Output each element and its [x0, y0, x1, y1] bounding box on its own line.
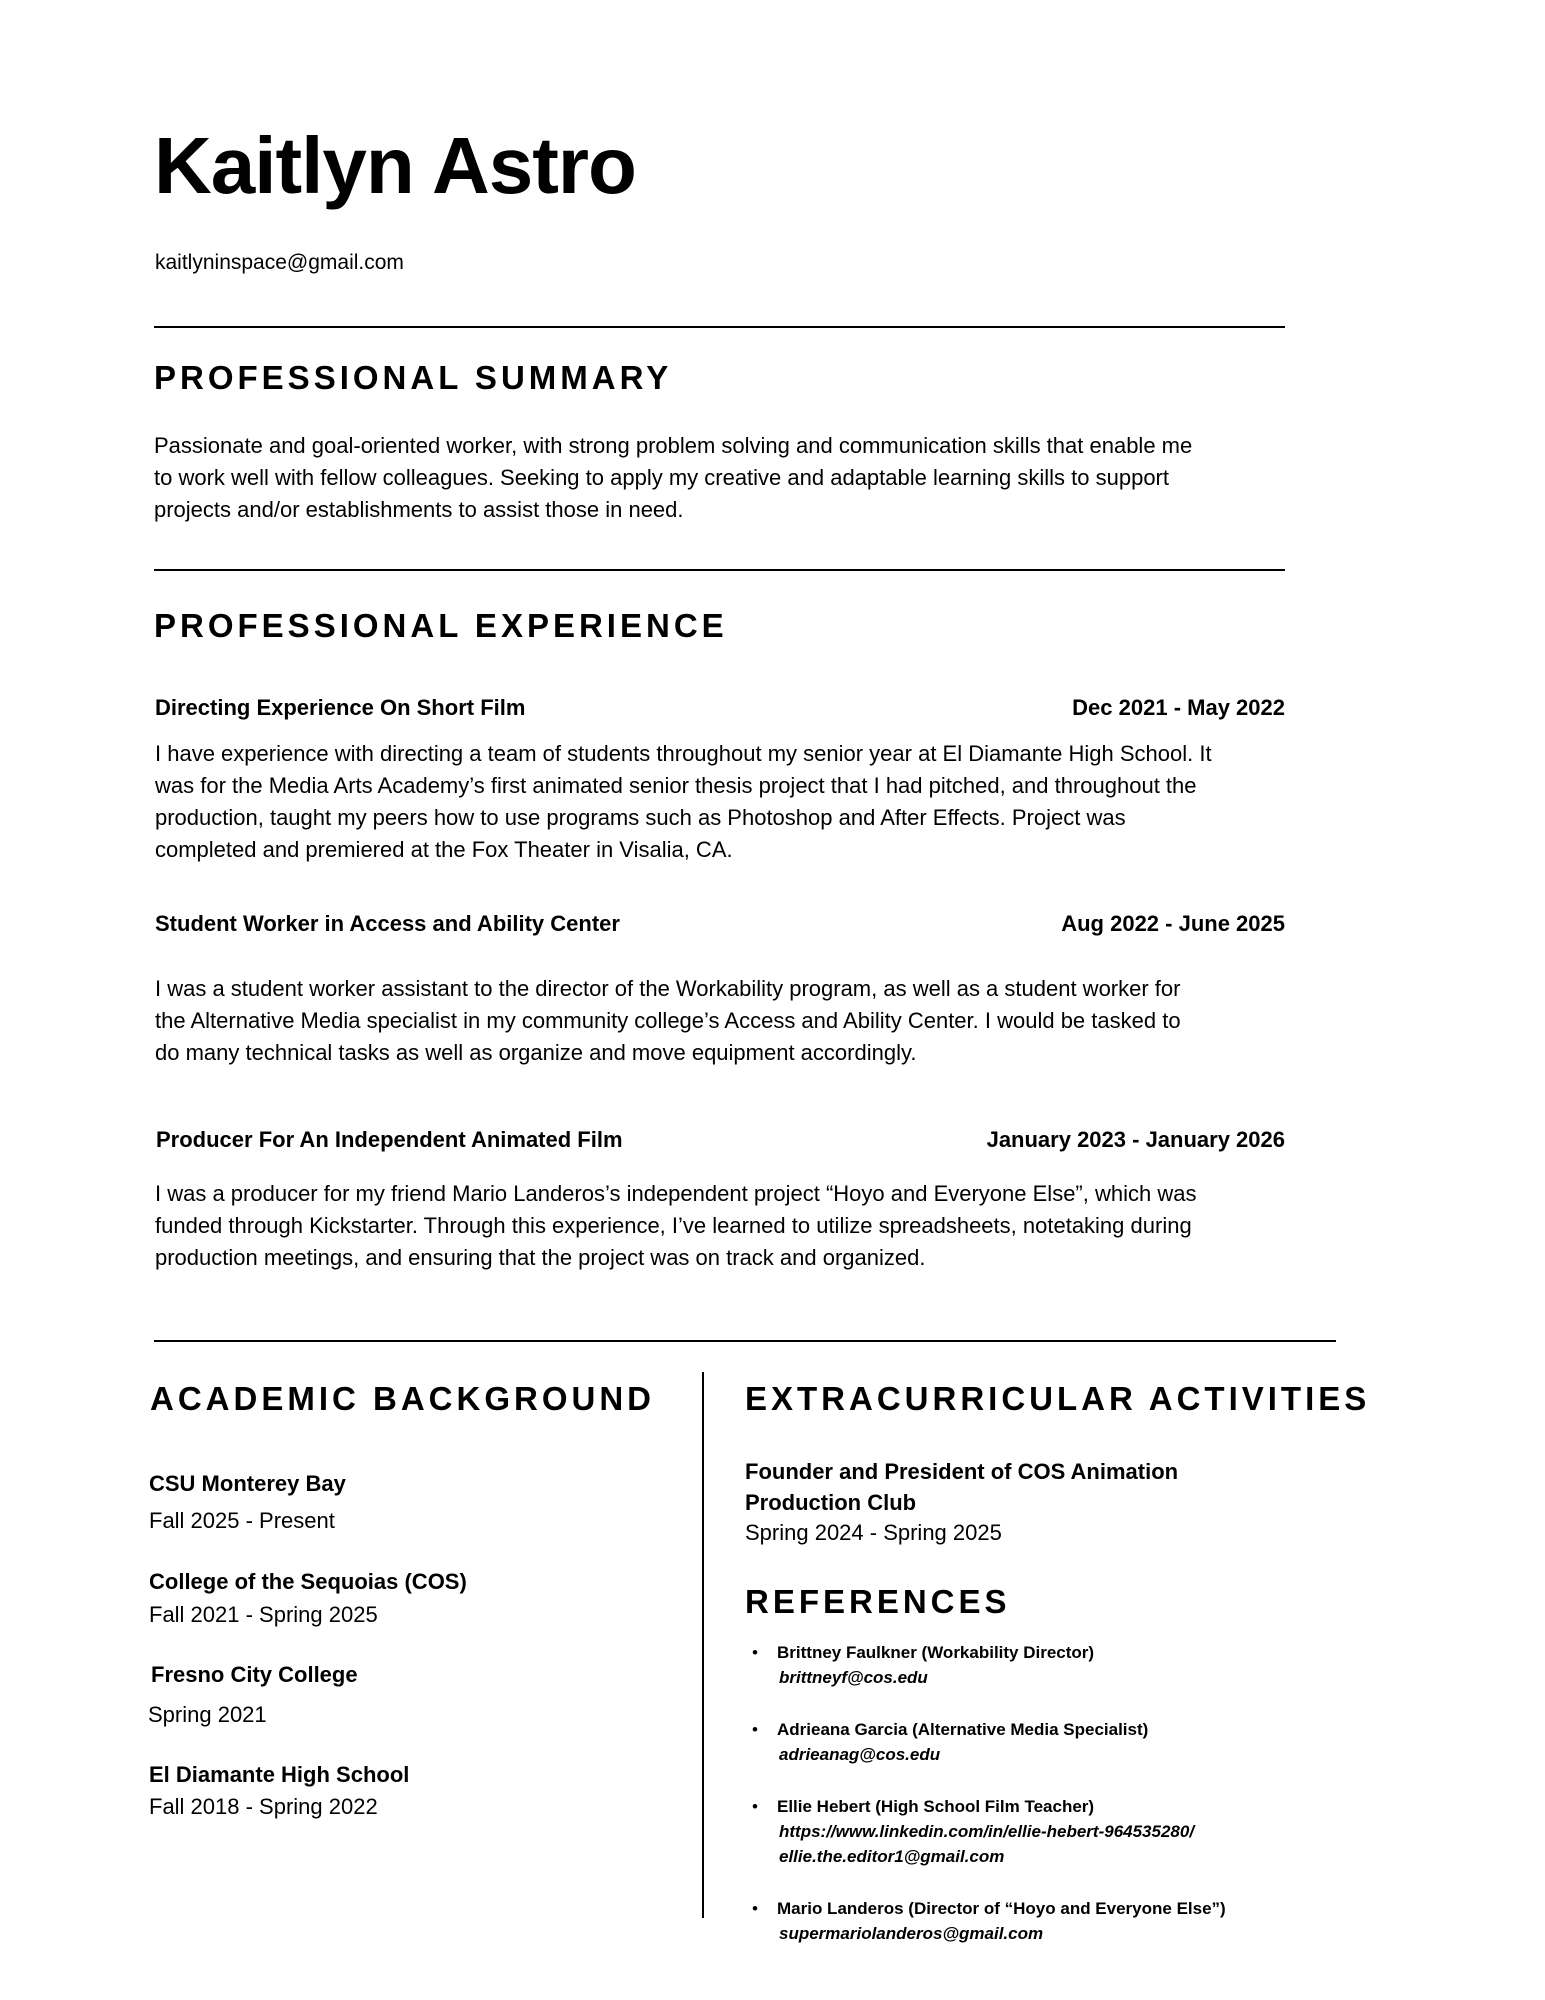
reference-name: Adrieana Garcia (Alternative Media Specialist) — [777, 1720, 1149, 1739]
bullet-icon: • — [752, 1797, 758, 1816]
candidate-name: Kaitlyn Astro — [154, 121, 636, 210]
summary-line: projects and/or establishments to assist those in need. — [154, 497, 684, 522]
job-line: funded through Kickstarter. Through this experience, I’ve learned to utilize spreadsheets, notetaking during — [155, 1213, 1192, 1238]
job-description — [155, 738, 1295, 866]
reference-name: Ellie Hebert (High School Film Teacher) — [777, 1797, 1095, 1816]
job-description — [155, 973, 1295, 1069]
activity-title: Production Club — [745, 1490, 917, 1515]
reference-name: Brittney Faulkner (Workability Director) — [777, 1643, 1095, 1662]
reference-contact: ellie.the.editor1@gmail.com — [779, 1847, 1005, 1866]
reference-contact: supermariolanderos@gmail.com — [779, 1924, 1044, 1943]
job-line: do many technical tasks as well as organize and move equipment accordingly. — [155, 1040, 917, 1065]
school-dates: Fall 2018 - Spring 2022 — [149, 1794, 378, 1819]
job-line: production meetings, and ensuring that the project was on track and organized. — [155, 1245, 926, 1270]
reference-contact: brittneyf@cos.edu — [779, 1668, 928, 1687]
reference-link: https://www.linkedin.com/in/ellie-hebert-964535280/ — [779, 1822, 1195, 1841]
bullet-icon: • — [752, 1899, 758, 1918]
summary-heading: PROFESSIONAL SUMMARY — [154, 359, 673, 396]
school-name: CSU Monterey Bay — [149, 1471, 346, 1496]
school-dates: Spring 2021 — [148, 1702, 267, 1727]
reference-name: Mario Landeros (Director of “Hoyo and Everyone Else”) — [777, 1899, 1226, 1918]
job-line: I have experience with directing a team of students throughout my senior year at El Diamante High School. It — [155, 741, 1212, 766]
school-name: College of the Sequoias (COS) — [149, 1569, 467, 1594]
school-dates: Fall 2021 - Spring 2025 — [149, 1602, 378, 1627]
job-dates: Aug 2022 - June 2025 — [1061, 911, 1285, 936]
experience-heading: PROFESSIONAL EXPERIENCE — [154, 607, 728, 644]
column-divider — [702, 1372, 704, 1918]
bullet-icon: • — [752, 1720, 758, 1739]
school-name: Fresno City College — [151, 1662, 358, 1687]
school-dates: Fall 2025 - Present — [149, 1508, 335, 1533]
references-heading: REFERENCES — [745, 1583, 1011, 1620]
job-title: Student Worker in Access and Ability Center — [155, 911, 620, 936]
summary-line: Passionate and goal-oriented worker, with strong problem solving and communication skills that enable me — [154, 433, 1193, 458]
job-line: the Alternative Media specialist in my community college’s Access and Ability Center. I would be tasked to — [155, 1008, 1181, 1033]
job-line: production, taught my peers how to use programs such as Photoshop and After Effects. Project was — [155, 805, 1126, 830]
references-list — [752, 1640, 1312, 1943]
activity-dates: Spring 2024 - Spring 2025 — [745, 1520, 1002, 1545]
job-line: I was a producer for my friend Mario Landeros’s independent project “Hoyo and Everyone Else”, which was — [155, 1181, 1197, 1206]
summary-line: to work well with fellow colleagues. Seeking to apply my creative and adaptable learning skills to support — [154, 465, 1169, 490]
divider — [154, 326, 1285, 328]
extracurricular-heading: EXTRACURRICULAR ACTIVITIES — [745, 1380, 1371, 1417]
job-line: was for the Media Arts Academy’s first animated senior thesis project that I had pitched, and throughout the — [155, 773, 1197, 798]
job-title: Directing Experience On Short Film — [155, 695, 526, 720]
job-line: completed and premiered at the Fox Theater in Visalia, CA. — [155, 837, 733, 862]
academic-heading: ACADEMIC BACKGROUND — [150, 1380, 655, 1417]
summary-text — [154, 430, 1294, 526]
reference-contact: adrieanag@cos.edu — [779, 1745, 941, 1764]
activity-title: Founder and President of COS Animation — [745, 1459, 1179, 1484]
job-description — [155, 1178, 1295, 1274]
bullet-icon: • — [752, 1643, 758, 1662]
job-title: Producer For An Independent Animated Film — [156, 1127, 623, 1152]
job-line: I was a student worker assistant to the director of the Workability program, as well as a student worker for — [155, 976, 1181, 1001]
divider — [154, 569, 1285, 571]
school-name: El Diamante High School — [149, 1762, 410, 1787]
divider — [154, 1340, 1336, 1342]
job-dates: Dec 2021 - May 2022 — [1072, 695, 1285, 720]
job-dates: January 2023 - January 2026 — [986, 1127, 1285, 1152]
contact-email: kaitlyninspace@gmail.com — [155, 251, 404, 274]
